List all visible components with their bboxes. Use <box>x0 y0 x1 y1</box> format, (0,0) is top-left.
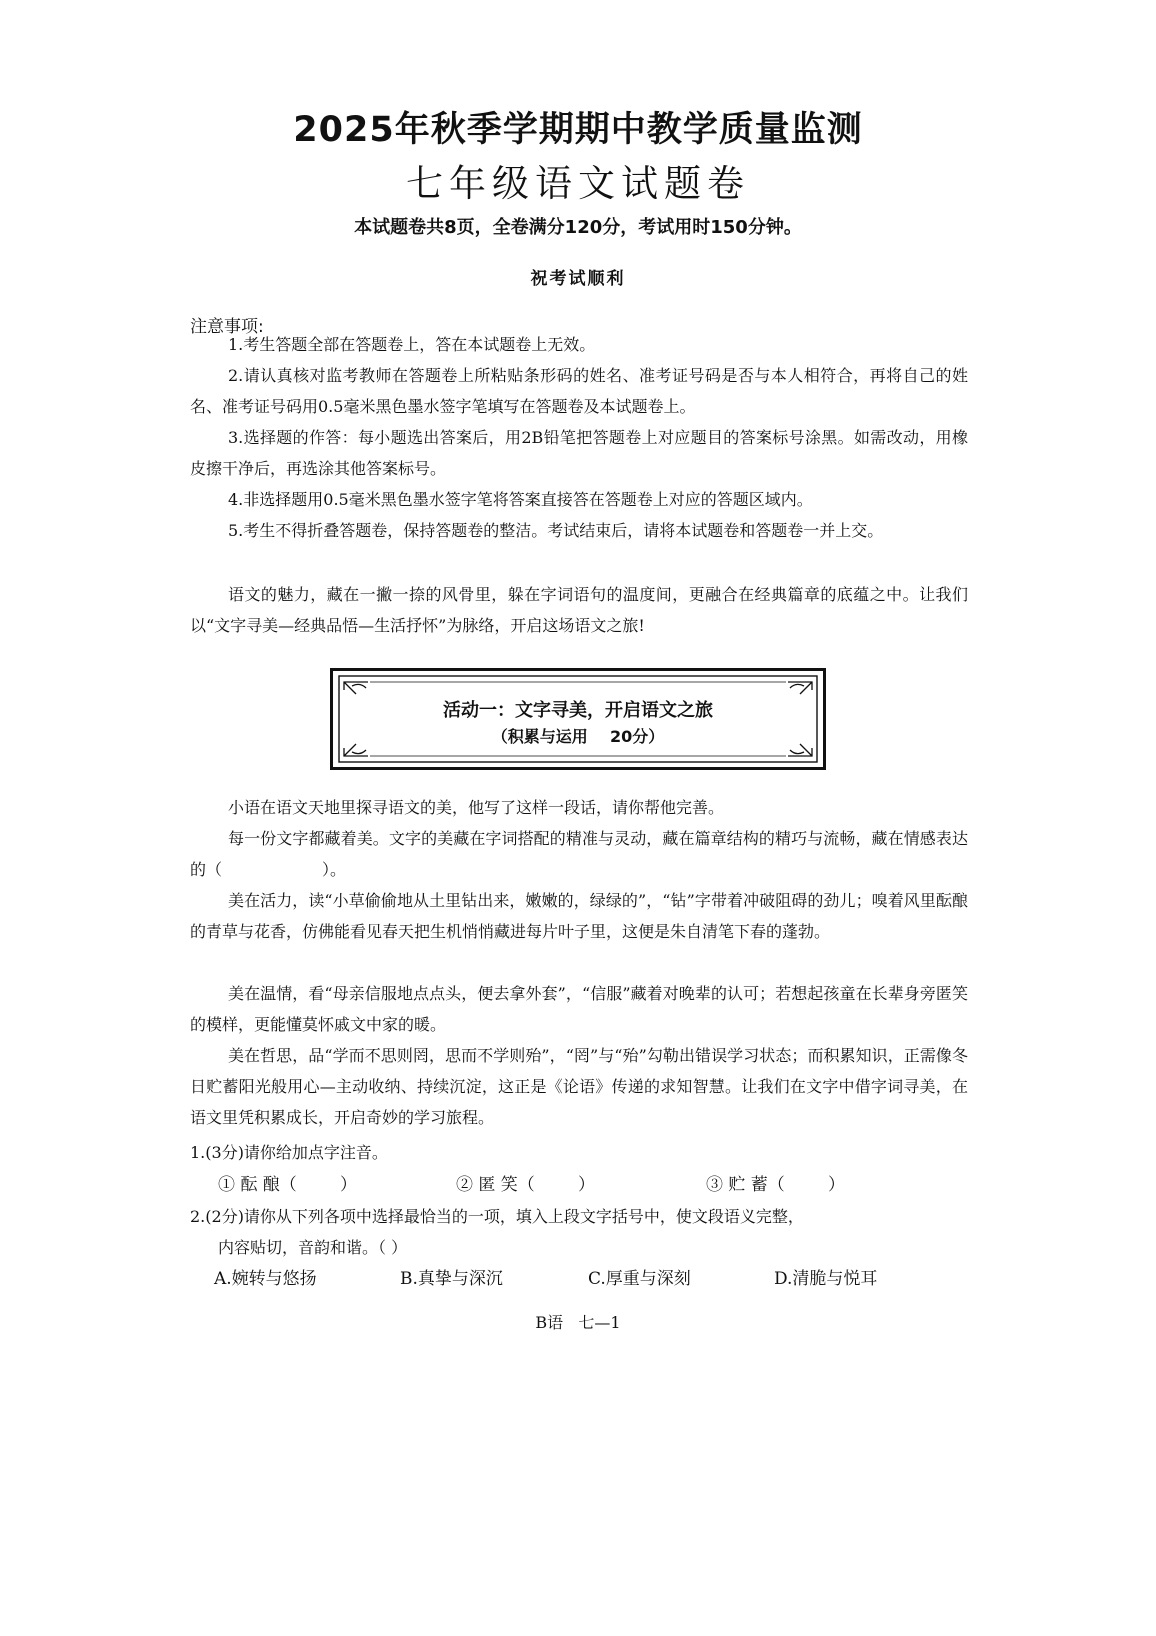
passage-paragraph-2: 美在活力，读“小草偷偷地从土里钻出来，嫩嫩的，绿绿的”，“钻”字带着冲破阻碍的劲儿；嗅着风里酝酿的青草与花香，仿佛能看见春天把生机悄悄藏进每片叶子里，这便是朱自清笔下春的蓬勃。 <box>190 891 968 941</box>
good-luck-text: 祝考试顺利 <box>530 269 626 289</box>
page-footer: B语 七—1 <box>535 1313 621 1332</box>
option-a: A.婉转与悠扬 <box>214 1269 317 1289</box>
passage-paragraph-4: 美在哲思，品“学而不思则罔，思而不学则殆”，“罔”与“殆”勾勒出错误学习状态；而积累知识，正需像冬日贮蓄阳光般用心—主动收纳、持续沉淀，这正是《论语》传递的求知智慧。让我们在文字中借字词寻美，在语文里凭积累成长，开启奇妙的学习旅程。 <box>190 1046 968 1127</box>
question-2-stem-line-2: 内容贴切，音韵和谐。（ ） <box>218 1238 408 1257</box>
question-1-item-1: ① 酝 酿（ ） <box>218 1175 358 1195</box>
activity-score-note: （积累与运用 20分） <box>491 727 665 746</box>
question-1-item-3: ③ 贮 蓄（ ） <box>706 1175 846 1195</box>
notice-item-4: 4.非选择题用0.5毫米黑色墨水签字笔将答案直接答在答题卷上对应的答题区域内。 <box>228 490 813 509</box>
exam-info: 本试题卷共8页，全卷满分120分，考试用时150分钟。 <box>354 217 802 238</box>
question-1-item-2: ② 匿 笑（ ） <box>456 1175 596 1195</box>
question-2-stem-line-1: 2.(2分)请你从下列各项中选择最恰当的一项，填入上段文字括号中，使文段语义完整， <box>190 1207 804 1226</box>
option-c: C.厚重与深刻 <box>588 1269 691 1289</box>
passage-p1-close: ）。 <box>322 860 347 879</box>
notice-heading: 注意事项: <box>190 317 264 337</box>
question-1-stem: 1.(3分)请你给加点字注音。 <box>190 1143 388 1162</box>
passage-lead: 小语在语文天地里探寻语文的美，他写了这样一段话，请你帮他完善。 <box>228 798 725 817</box>
intro-paragraph: 语文的魅力，藏在一撇一捺的风骨里，躲在字词语句的温度间，更融合在经典篇章的底蕴之中。让我们以“文字寻美—经典品悟—生活抒怀”为脉络，开启这场语文之旅! <box>190 585 968 635</box>
page-subtitle: 七年级语文试题卷 <box>406 162 750 205</box>
notice-item-5: 5.考生不得折叠答题卷，保持答题卷的整洁。考试结束后，请将本试题卷和答题卷一并上交。 <box>228 521 884 540</box>
passage-paragraph-1 <box>190 823 968 885</box>
question-2-options <box>214 1264 954 1295</box>
page-title: 2025年秋季学期期中教学质量监测 <box>293 110 863 150</box>
activity-title: 活动一：文字寻美，开启语文之旅 <box>443 700 713 721</box>
passage-p1-text: 每一份文字都藏着美。文字的美藏在字词搭配的精准与灵动，藏在篇章结构的精巧与流畅，藏在情感表达的（ <box>190 829 968 879</box>
notice-item-1: 1.考生答题全部在答题卷上，答在本试题卷上无效。 <box>228 335 596 354</box>
activity-banner <box>330 668 826 770</box>
option-d: D.清脆与悦耳 <box>774 1269 878 1289</box>
passage-paragraph-3: 美在温情，看“母亲信服地点点头，便去拿外套”，“信服”藏着对晚辈的认可；若想起孩童在长辈身旁匿笑的模样，更能懂莫怀戚文中家的暖。 <box>190 984 968 1034</box>
notice-item-2: 2.请认真核对监考教师在答题卷上所粘贴条形码的姓名、准考证号码是否与本人相符合，再将自己的姓名、准考证号码用0.5毫米黑色墨水签字笔填写在答题卷及本试题卷上。 <box>190 366 968 416</box>
option-b: B.真挚与深沉 <box>400 1269 503 1289</box>
question-1-items <box>218 1170 938 1201</box>
notice-item-3: 3.选择题的作答：每小题选出答案后，用2B铅笔把答题卷上对应题目的答案标号涂黑。如需改动，用橡皮擦干净后，再选涂其他答案标号。 <box>190 428 968 478</box>
